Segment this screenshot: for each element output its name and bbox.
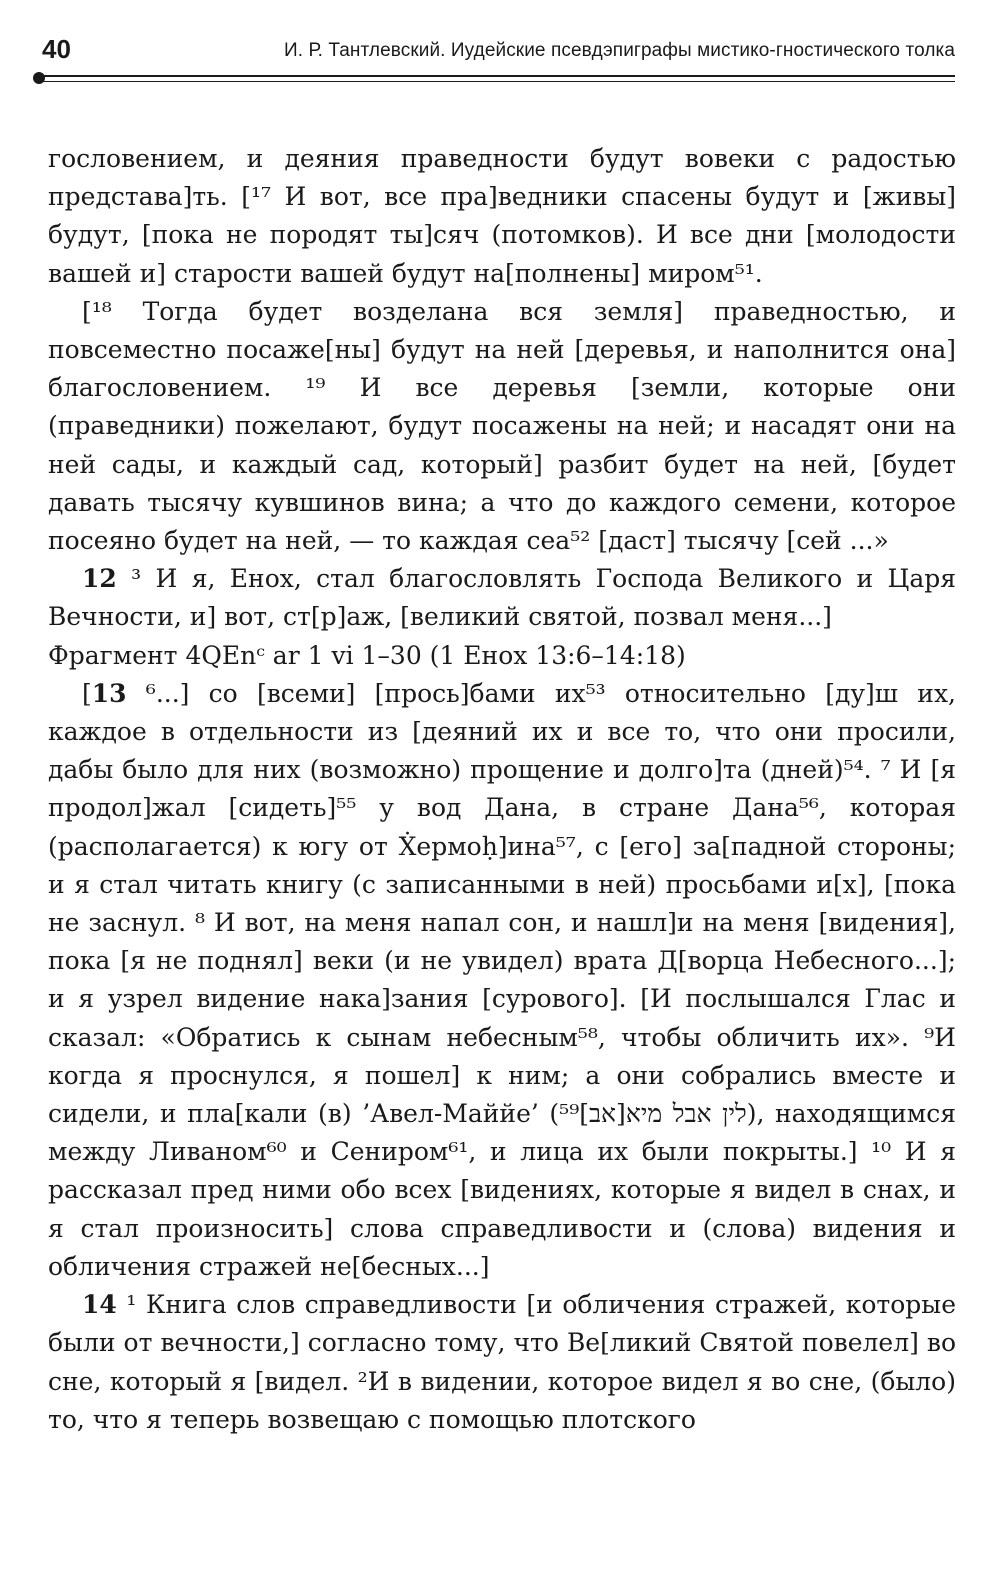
chapter-number: 12 [82, 564, 117, 594]
paragraph-text: ³ И я, Енох, стал благословлять Господа Великого и Царя Вечности, и] вот, ст[р]аж, [великий святой, позвал меня...] [48, 564, 956, 632]
header-rule [40, 75, 955, 77]
page-number: 40 [42, 34, 71, 64]
paragraph: гословением, и деяния праведности будут вовеки с радостью представа]ть. [¹⁷ И вот, все пра]ведники спасены будут и [живы] будут, [пока не породят ты]сяч (потомков). И все дни [молодости вашей и] старости вашей будут на[полнены] миром⁵¹. [48, 144, 956, 288]
page-header [40, 30, 955, 90]
chapter-paragraph [48, 675, 956, 1286]
fragment-heading: Фрагмент 4QEnᶜ ar 1 vi 1–30 (1 Енох 13:6–14:18) [48, 640, 686, 670]
header-rule-dot [33, 72, 45, 84]
header-rule-thin [40, 81, 955, 82]
paragraph-text: ¹ Книга слов справедливости [и обличения стражей, которые были от вечности,] согласно тому, что Ве[ликий Святой повелел] во сне, который я [видел. ²И в видении, которое видел я во сне, (было) то, что я теперь возвещаю с помощью плотского [48, 1290, 956, 1434]
bracket: [ [82, 678, 92, 708]
running-title: И. Р. Тантлевский. Иудейские псевдэпиграфы мистико-гностического толка [283, 40, 955, 61]
paragraph: [¹⁸ Тогда будет возделана вся земля] праведностью, и повсеместно посаже[ны] будут на ней [деревья, и наполнится она] благословением. ¹⁹ И все деревья [земли, которые они (праведники) пожелают, будут посажены на ней; и насадят они на ней сады, и каждый сад, который] разбит будет на ней, [будет давать тысячу кувшинов вина; а что до каждого семени, которое посеяно будет на ней, — то каждая сеа⁵² [даст] тысячу [сей ...» [48, 296, 956, 556]
page-body [48, 140, 956, 1439]
chapter-paragraph [48, 560, 956, 636]
chapter-paragraph [48, 1286, 956, 1439]
chapter-number: 13 [91, 678, 127, 708]
chapter-number: 14 [82, 1290, 117, 1320]
paragraph-text: ⁶...] со [всеми] [прось]бами их⁵³ относительно [ду]ш их, каждое в отдельности из [деяний их и все то, что они просили, дабы было для них (возможно) прощение и долго]та (дней)⁵⁴. ⁷ И [я продол]жал [сидеть]⁵⁵ у вод Дана, в стране Дана⁵⁶, которая (располагается) к югу от Ẋермоḥ]ина⁵⁷, с [его] за[падной стороны; и я стал читать книгу (с записанными в ней) просьбами и[х], [пока не заснул. ⁸ И вот, на меня напал сон, и нашл]и на меня [видения], пока [я не поднял] веки (и не увидел) врата Д[ворца Небесного...]; и я узрел видение нака]зания [сурового]. [И послышался Глас и сказал: «Обратись к сынам небесным⁵⁸, чтобы обличить их». ⁹И когда я проснулся, я пошел] к ним; а они собрались вместе и сидели, и пла[кали (в) ’Авел-Маййе’ (⁵⁹[אב]לין אבל מיא), находящимся между Ливаном⁶⁰ и Сениром⁶¹, и лица их были покрыты.] ¹⁰ И я рассказал пред ними обо всех [видениях, которые я видел в снах, и я стал произносить] слова справедливости и (слова) видения и обличения стражей не[бесных...] [48, 678, 957, 1281]
